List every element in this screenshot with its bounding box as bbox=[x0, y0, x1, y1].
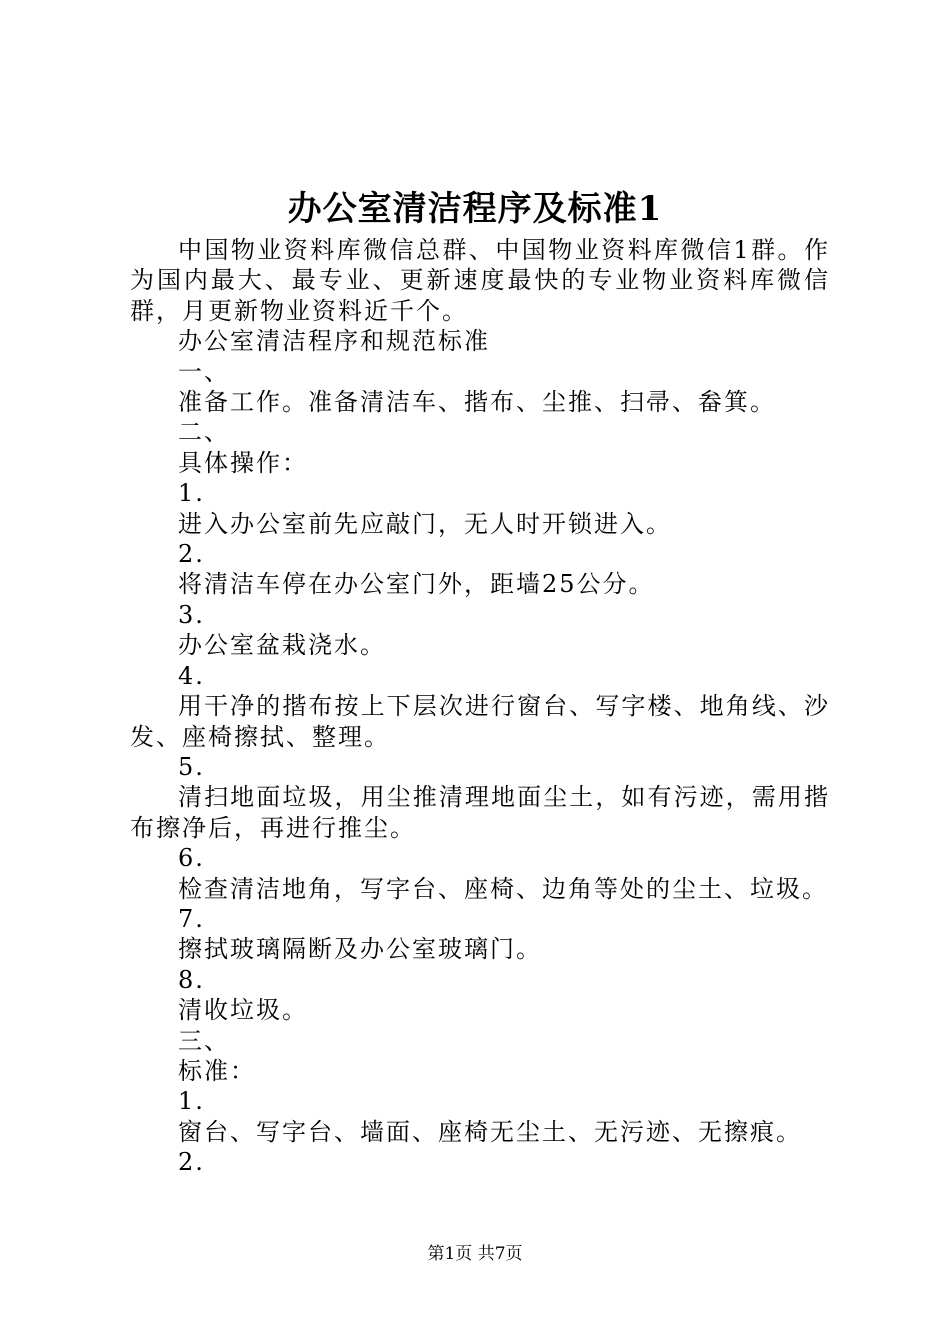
paragraph: 窗台、写字台、墙面、座椅无尘土、无污迹、无擦痕。 bbox=[178, 1117, 802, 1146]
paragraph: 检查清洁地角，写字台、座椅、边角等处的尘土、垃圾。 bbox=[178, 874, 828, 903]
paragraph: 4. bbox=[178, 661, 205, 690]
paragraph: 清扫地面垃圾，用尘推清理地面尘土，如有污迹，需用揩布擦净后，再进行推尘。 bbox=[130, 783, 830, 842]
paragraph: 1. bbox=[178, 479, 205, 508]
paragraph: 标准： bbox=[178, 1056, 256, 1085]
paragraph: 具体操作： bbox=[178, 448, 308, 477]
paragraph: 准备工作。准备清洁车、揩布、尘推、扫帚、畚箕。 bbox=[178, 388, 776, 417]
paragraph: 将清洁车停在办公室门外，距墙25公分。 bbox=[178, 570, 655, 599]
paragraph: 8. bbox=[178, 965, 205, 994]
document-title: 办公室清洁程序及标准1 bbox=[287, 189, 663, 229]
paragraph: 一、 bbox=[178, 357, 230, 386]
paragraph: 2. bbox=[178, 540, 205, 569]
paragraph: 7. bbox=[178, 904, 205, 933]
paragraph: 办公室清洁程序和规范标准 bbox=[178, 327, 490, 356]
paragraph: 2. bbox=[178, 1148, 205, 1177]
paragraph: 6. bbox=[178, 844, 205, 873]
paragraph: 二、 bbox=[178, 418, 230, 447]
paragraph: 中国物业资料库微信总群、中国物业资料库微信1群。作为国内最大、最专业、更新速度最快的专业物业资料库微信群，月更新物业资料近千个。 bbox=[130, 236, 830, 325]
paragraph: 进入办公室前先应敲门，无人时开锁进入。 bbox=[178, 509, 672, 538]
paragraph: 三、 bbox=[178, 1026, 230, 1055]
paragraph: 清收垃圾。 bbox=[178, 996, 308, 1025]
paragraph: 用干净的揩布按上下层次进行窗台、写字楼、地角线、沙发、座椅擦拭、整理。 bbox=[130, 692, 830, 751]
paragraph: 擦拭玻璃隔断及办公室玻璃门。 bbox=[178, 935, 542, 964]
document-body bbox=[130, 235, 830, 1178]
paragraph: 1. bbox=[178, 1087, 205, 1116]
page-footer: 第1页 共7页 bbox=[427, 1244, 523, 1264]
paragraph: 办公室盆栽浇水。 bbox=[178, 631, 386, 660]
paragraph: 5. bbox=[178, 752, 205, 781]
paragraph: 3. bbox=[178, 600, 205, 629]
